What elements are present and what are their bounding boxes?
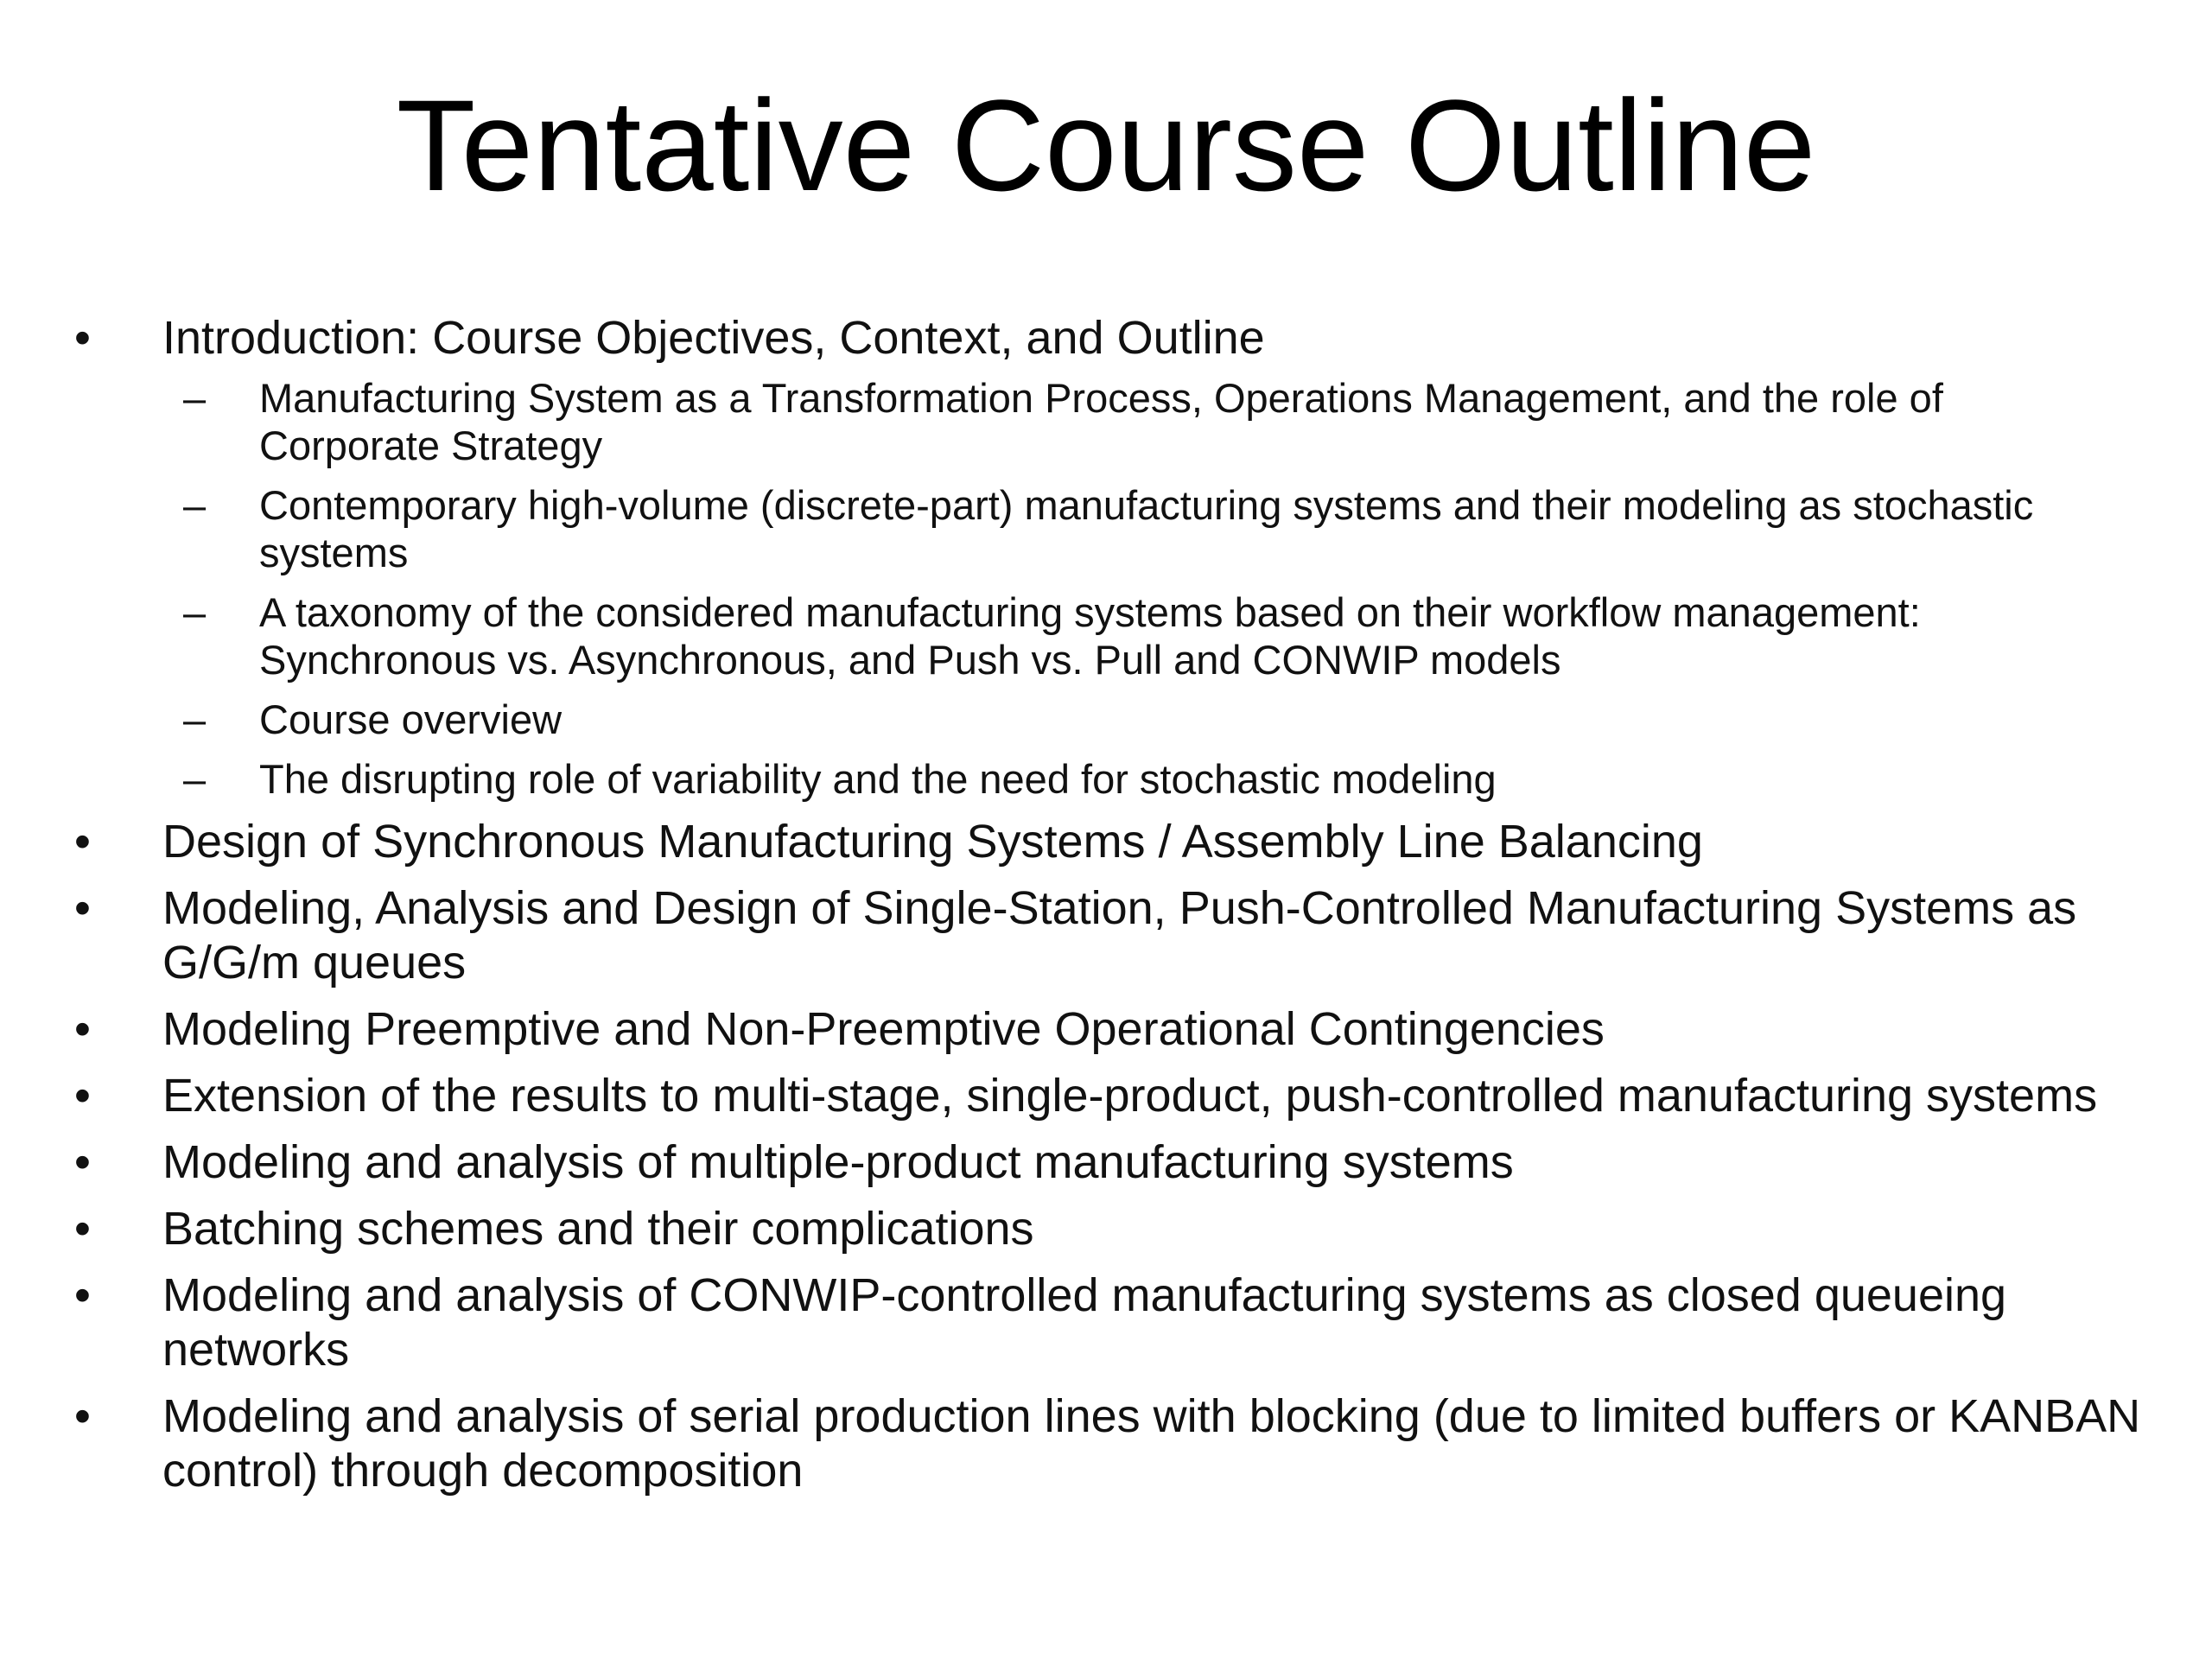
sub-bullet-text: Course overview [259, 696, 563, 742]
bullet-icon: • [74, 1003, 91, 1055]
dash-icon: – [183, 589, 207, 635]
bullet-icon: • [74, 882, 91, 934]
bullet-item [0, 1202, 2212, 1256]
sub-bullet-text: Contemporary high-volume (discrete-part) manufacturing systems and their modeling as stochastic systems [259, 482, 2034, 575]
sub-bullet-text: Manufacturing System as a Transformation Process, Operations Management, and the role of Corporate Strategy [259, 375, 1943, 468]
sub-bullet-text: A taxonomy of the considered manufacturing systems based on their workflow management: Synchronous vs. Asynchronous, and Push vs. Pull and CONWIP models [259, 589, 1921, 683]
bullet-item [0, 1135, 2212, 1190]
bullet-text: Extension of the results to multi-stage, single-product, push-controlled manufacturing systems [162, 1070, 2098, 1122]
sub-bullet-item [162, 755, 2177, 803]
bullet-item [0, 881, 2212, 990]
sub-bullet-item [162, 696, 2177, 743]
bullet-icon: • [74, 312, 91, 364]
bullet-text: Design of Synchronous Manufacturing Systems / Assembly Line Balancing [162, 816, 1703, 868]
sub-bullet-item [162, 588, 2177, 683]
bullet-text: Introduction: Course Objectives, Context, and Outline [162, 312, 1265, 364]
bullet-icon: • [74, 1390, 91, 1442]
bullet-text: Modeling and analysis of multiple-product manufacturing systems [162, 1136, 1514, 1188]
bullet-item [0, 1069, 2212, 1123]
bullet-text: Modeling and analysis of serial production lines with blocking (due to limited buffers or KANBAN control) through decomposition [162, 1390, 2141, 1497]
dash-icon: – [183, 375, 207, 421]
bullet-item [0, 1389, 2212, 1498]
bullet-icon: • [74, 816, 91, 868]
sub-bullet-item [162, 374, 2177, 469]
bullet-item [0, 1002, 2212, 1057]
dash-icon: – [183, 696, 207, 742]
bullet-text: Batching schemes and their complications [162, 1203, 1034, 1255]
bullet-list [0, 311, 2212, 1510]
bullet-icon: • [74, 1070, 91, 1122]
bullet-text: Modeling, Analysis and Design of Single-Station, Push-Controlled Manufacturing Systems as G/G/m queues [162, 882, 2077, 988]
sub-bullet-text: The disrupting role of variability and the need for stochastic modeling [259, 756, 1497, 802]
sub-bullet-list [162, 374, 2177, 803]
bullet-icon: • [74, 1269, 91, 1321]
bullet-icon: • [74, 1203, 91, 1255]
dash-icon: – [183, 482, 207, 528]
slide-title: Tentative Course Outline [396, 73, 1816, 218]
bullet-item [0, 311, 2212, 803]
dash-icon: – [183, 756, 207, 802]
bullet-text: Modeling and analysis of CONWIP-controlled manufacturing systems as closed queueing networks [162, 1269, 2007, 1376]
bullet-item [0, 815, 2212, 869]
bullet-icon: • [74, 1136, 91, 1188]
sub-bullet-item [162, 481, 2177, 576]
bullet-item [0, 1268, 2212, 1377]
bullet-text: Modeling Preemptive and Non-Preemptive Operational Contingencies [162, 1003, 1605, 1055]
